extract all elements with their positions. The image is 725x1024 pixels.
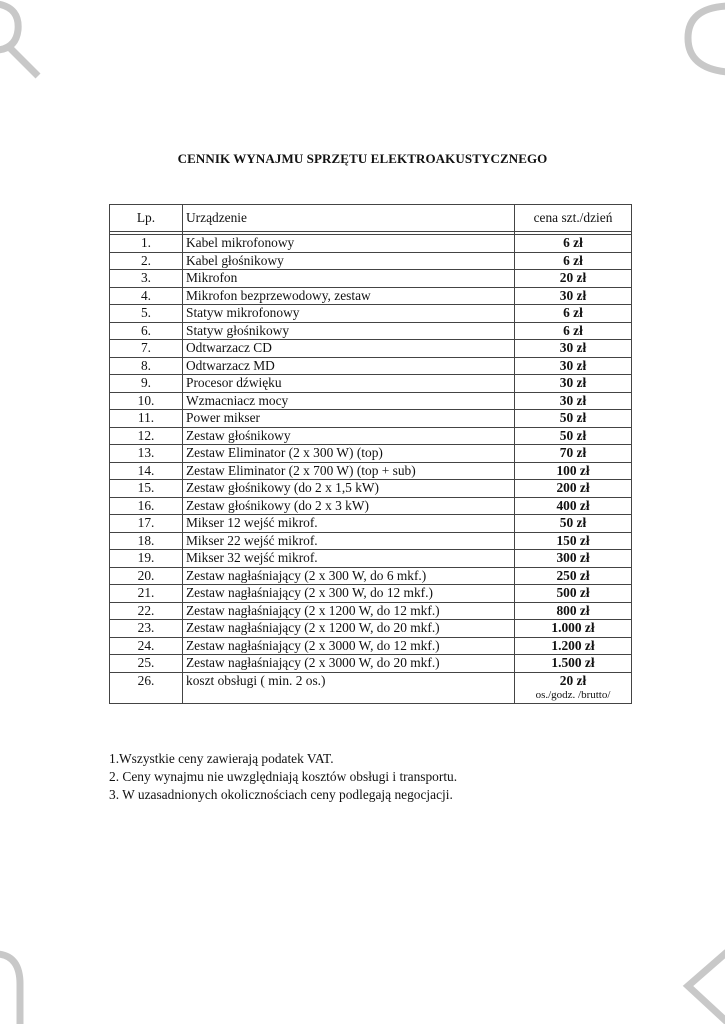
row-device-text: Mikrofon — [186, 270, 238, 285]
row-price-text: 70 zł — [559, 445, 587, 460]
row-lp-text: 6. — [140, 322, 152, 338]
row-device — [183, 497, 515, 515]
row-price — [515, 497, 632, 515]
page-title: CENNIK WYNAJMU SPRZĘTU ELEKTROAKUSTYCZNEGO — [177, 151, 548, 166]
row-device-text: Power mikser — [186, 410, 261, 425]
row-device — [183, 585, 515, 603]
row-lp — [110, 410, 183, 428]
row-price-text: 1.200 zł — [551, 637, 595, 653]
row-price-text: 150 zł — [556, 532, 590, 548]
row-lp-text: 3. — [140, 270, 152, 285]
table-row — [110, 340, 632, 358]
row-price — [515, 462, 632, 480]
note-item: 3. W uzasadnionych okolicznościach ceny podlegają negocjacji. — [109, 787, 453, 802]
row-price — [515, 235, 632, 253]
row-price-text: 300 zł — [556, 550, 590, 565]
table-row — [110, 620, 632, 638]
row-lp — [110, 480, 183, 498]
row-lp — [110, 672, 183, 704]
row-lp-text: 25. — [137, 655, 155, 670]
row-price — [515, 357, 632, 375]
row-device-text: Mikser 12 wejść mikrof. — [186, 515, 318, 530]
row-device-text: Zestaw nagłaśniający (2 x 3000 W, do 12 mkf.) — [186, 637, 440, 653]
row-price-text: 30 zł — [559, 357, 587, 373]
row-price — [515, 550, 632, 568]
row-lp — [110, 567, 183, 585]
row-device-text: Zestaw głośnikowy — [186, 427, 291, 443]
row-lp — [110, 550, 183, 568]
table-row — [110, 287, 632, 305]
row-price — [515, 515, 632, 533]
row-price-text: 1.500 zł — [551, 655, 595, 670]
table-row — [110, 655, 632, 673]
row-price-text: 800 zł — [556, 602, 590, 618]
row-lp — [110, 602, 183, 620]
row-lp-text: 9. — [140, 375, 152, 390]
row-lp — [110, 620, 183, 638]
row-device — [183, 672, 515, 704]
row-device — [183, 305, 515, 323]
table-row — [110, 480, 632, 498]
row-device-text: Mikser 32 wejść mikrof. — [186, 550, 318, 565]
row-price — [515, 672, 632, 704]
row-lp — [110, 427, 183, 445]
table-row — [110, 427, 632, 445]
row-price — [515, 427, 632, 445]
row-price — [515, 480, 632, 498]
row-price-text: 500 zł — [556, 585, 590, 600]
row-device — [183, 410, 515, 428]
row-price — [515, 655, 632, 673]
row-lp-text: 12. — [137, 427, 155, 443]
row-price — [515, 620, 632, 638]
row-device-text: Mikser 22 wejść mikrof. — [186, 532, 318, 548]
note-item: 1.Wszystkie ceny zawierają podatek VAT. — [109, 751, 334, 766]
row-price — [515, 410, 632, 428]
row-device — [183, 270, 515, 288]
row-lp — [110, 340, 183, 358]
row-device — [183, 322, 515, 340]
row-device — [183, 252, 515, 270]
row-device — [183, 655, 515, 673]
row-device — [183, 567, 515, 585]
row-price-text: 6 zł — [563, 252, 583, 268]
row-lp — [110, 235, 183, 253]
row-device-text: Zestaw głośnikowy (do 2 x 1,5 kW) — [186, 480, 380, 495]
row-device-text: Statyw mikrofonowy — [186, 305, 300, 320]
row-price — [515, 270, 632, 288]
corner-mark-top-left — [0, 0, 45, 80]
row-lp-text: 14. — [137, 462, 155, 478]
row-price-text: 200 zł — [556, 480, 590, 495]
row-lp — [110, 270, 183, 288]
notes — [109, 750, 457, 804]
table-row — [110, 462, 632, 480]
row-price — [515, 287, 632, 305]
row-device-text: Odtwarzacz MD — [186, 357, 275, 373]
row-price-text: 30 zł — [559, 287, 587, 303]
table-row — [110, 270, 632, 288]
table-row — [110, 567, 632, 585]
row-lp — [110, 585, 183, 603]
table-row — [110, 637, 632, 655]
row-price — [515, 445, 632, 463]
table-row — [110, 515, 632, 533]
row-device-text: Statyw głośnikowy — [186, 322, 290, 338]
price-table — [109, 204, 632, 704]
row-device — [183, 550, 515, 568]
corner-mark-top-right — [680, 0, 725, 80]
row-price-text: 6 zł — [563, 235, 583, 250]
row-price — [515, 585, 632, 603]
row-lp — [110, 287, 183, 305]
row-device-text: Zestaw nagłaśniający (2 x 1200 W, do 12 mkf.) — [186, 602, 440, 618]
row-lp-text: 7. — [140, 340, 152, 355]
row-device-text: Zestaw nagłaśniający (2 x 3000 W, do 20 mkf.) — [186, 655, 440, 670]
row-lp-text: 22. — [137, 602, 155, 618]
row-price-text: 250 zł — [556, 567, 590, 583]
row-device-text: Mikrofon bezprzewodowy, zestaw — [186, 287, 371, 303]
row-price-text: 20 zł — [559, 672, 587, 688]
row-lp — [110, 252, 183, 270]
row-device — [183, 235, 515, 253]
table-row — [110, 375, 632, 393]
row-lp — [110, 515, 183, 533]
table-row — [110, 252, 632, 270]
table-row — [110, 550, 632, 568]
row-lp-text: 26. — [137, 672, 155, 688]
row-lp — [110, 445, 183, 463]
table-row — [110, 585, 632, 603]
row-price — [515, 567, 632, 585]
row-lp-text: 11. — [137, 410, 155, 425]
row-device — [183, 375, 515, 393]
row-price-text: 20 zł — [559, 270, 587, 285]
row-lp — [110, 392, 183, 410]
row-device — [183, 532, 515, 550]
row-price — [515, 340, 632, 358]
row-price-text: 50 zł — [559, 427, 587, 443]
row-lp — [110, 655, 183, 673]
row-lp-text: 15. — [137, 480, 155, 495]
row-price-text: 100 zł — [556, 462, 590, 478]
row-device-text: Procesor dźwięku — [186, 375, 282, 390]
header-price: cena szt./dzień — [515, 205, 632, 232]
note-item: 2. Ceny wynajmu nie uwzględniają kosztów obsługi i transportu. — [109, 769, 458, 784]
row-lp-text: 2. — [140, 252, 152, 268]
row-lp-text: 21. — [137, 585, 155, 600]
corner-mark-bottom-right — [680, 944, 725, 1024]
row-price-text: 6 zł — [563, 305, 583, 320]
row-price-text: 50 zł — [559, 515, 587, 530]
row-lp — [110, 305, 183, 323]
table-row — [110, 410, 632, 428]
row-price-text: 6 zł — [563, 322, 583, 338]
row-price-text: 400 zł — [556, 497, 590, 513]
row-device-text: Zestaw Eliminator (2 x 300 W) (top) — [186, 445, 383, 460]
row-price-text: 30 zł — [559, 375, 587, 390]
row-price-text: 30 zł — [559, 340, 587, 355]
table-row — [110, 392, 632, 410]
row-lp-text: 18. — [137, 532, 155, 548]
row-device — [183, 515, 515, 533]
table-row — [110, 445, 632, 463]
table-row — [110, 305, 632, 323]
row-lp — [110, 497, 183, 515]
row-lp — [110, 322, 183, 340]
row-device — [183, 392, 515, 410]
row-device-text: Kabel mikrofonowy — [186, 235, 295, 250]
table-row — [110, 322, 632, 340]
row-lp-text: 5. — [140, 305, 152, 320]
header-lp: Lp. — [110, 205, 183, 232]
row-lp — [110, 357, 183, 375]
price-note: os./godz. /brutto/ — [535, 689, 611, 701]
row-lp-text: 13. — [137, 445, 155, 460]
row-device — [183, 445, 515, 463]
row-price — [515, 602, 632, 620]
table-row — [110, 497, 632, 515]
row-price — [515, 322, 632, 340]
row-price — [515, 392, 632, 410]
row-price-text: 1.000 zł — [551, 620, 595, 635]
row-lp-text: 10. — [137, 392, 155, 408]
row-device-text: Zestaw Eliminator (2 x 700 W) (top + sub) — [186, 462, 416, 478]
row-price — [515, 532, 632, 550]
header-device: Urządzenie — [183, 205, 515, 232]
row-price — [515, 637, 632, 655]
row-lp-text: 19. — [137, 550, 155, 565]
row-lp-text: 23. — [137, 620, 155, 635]
row-device — [183, 340, 515, 358]
row-lp-text: 20. — [137, 567, 155, 583]
row-lp — [110, 375, 183, 393]
row-lp-text: 1. — [140, 235, 152, 250]
row-device-text: Wzmacniacz mocy — [186, 392, 289, 408]
row-price — [515, 305, 632, 323]
row-lp — [110, 462, 183, 480]
row-device — [183, 287, 515, 305]
table-row — [110, 235, 632, 253]
row-device — [183, 480, 515, 498]
table-row — [110, 602, 632, 620]
row-device — [183, 602, 515, 620]
row-device-text: Zestaw nagłaśniający (2 x 1200 W, do 20 mkf.) — [186, 620, 440, 635]
table-header-row — [110, 205, 632, 232]
table-row — [110, 532, 632, 550]
row-device-text: Zestaw nagłaśniający (2 x 300 W, do 6 mkf.) — [186, 567, 427, 583]
row-price-text: 30 zł — [559, 392, 587, 408]
table-row — [110, 357, 632, 375]
row-price — [515, 252, 632, 270]
row-device-text: koszt obsługi ( min. 2 os.) — [186, 672, 326, 688]
row-device — [183, 620, 515, 638]
row-lp — [110, 637, 183, 655]
row-lp-text: 4. — [140, 287, 152, 303]
table-row — [110, 672, 632, 704]
row-device — [183, 462, 515, 480]
table-body — [110, 232, 632, 704]
row-device-text: Zestaw nagłaśniający (2 x 300 W, do 12 mkf.) — [186, 585, 433, 600]
row-price-text: 50 zł — [559, 410, 587, 425]
row-price — [515, 375, 632, 393]
row-lp-text: 17. — [137, 515, 155, 530]
row-device — [183, 357, 515, 375]
row-device-text: Odtwarzacz CD — [186, 340, 272, 355]
row-device — [183, 427, 515, 445]
row-lp-text: 8. — [140, 357, 152, 373]
row-lp-text: 16. — [137, 497, 155, 513]
row-device-text: Zestaw głośnikowy (do 2 x 3 kW) — [186, 497, 369, 513]
row-device-text: Kabel głośnikowy — [186, 252, 284, 268]
row-lp-text: 24. — [137, 637, 155, 653]
corner-mark-bottom-left — [0, 944, 45, 1024]
row-device — [183, 637, 515, 655]
row-lp — [110, 532, 183, 550]
